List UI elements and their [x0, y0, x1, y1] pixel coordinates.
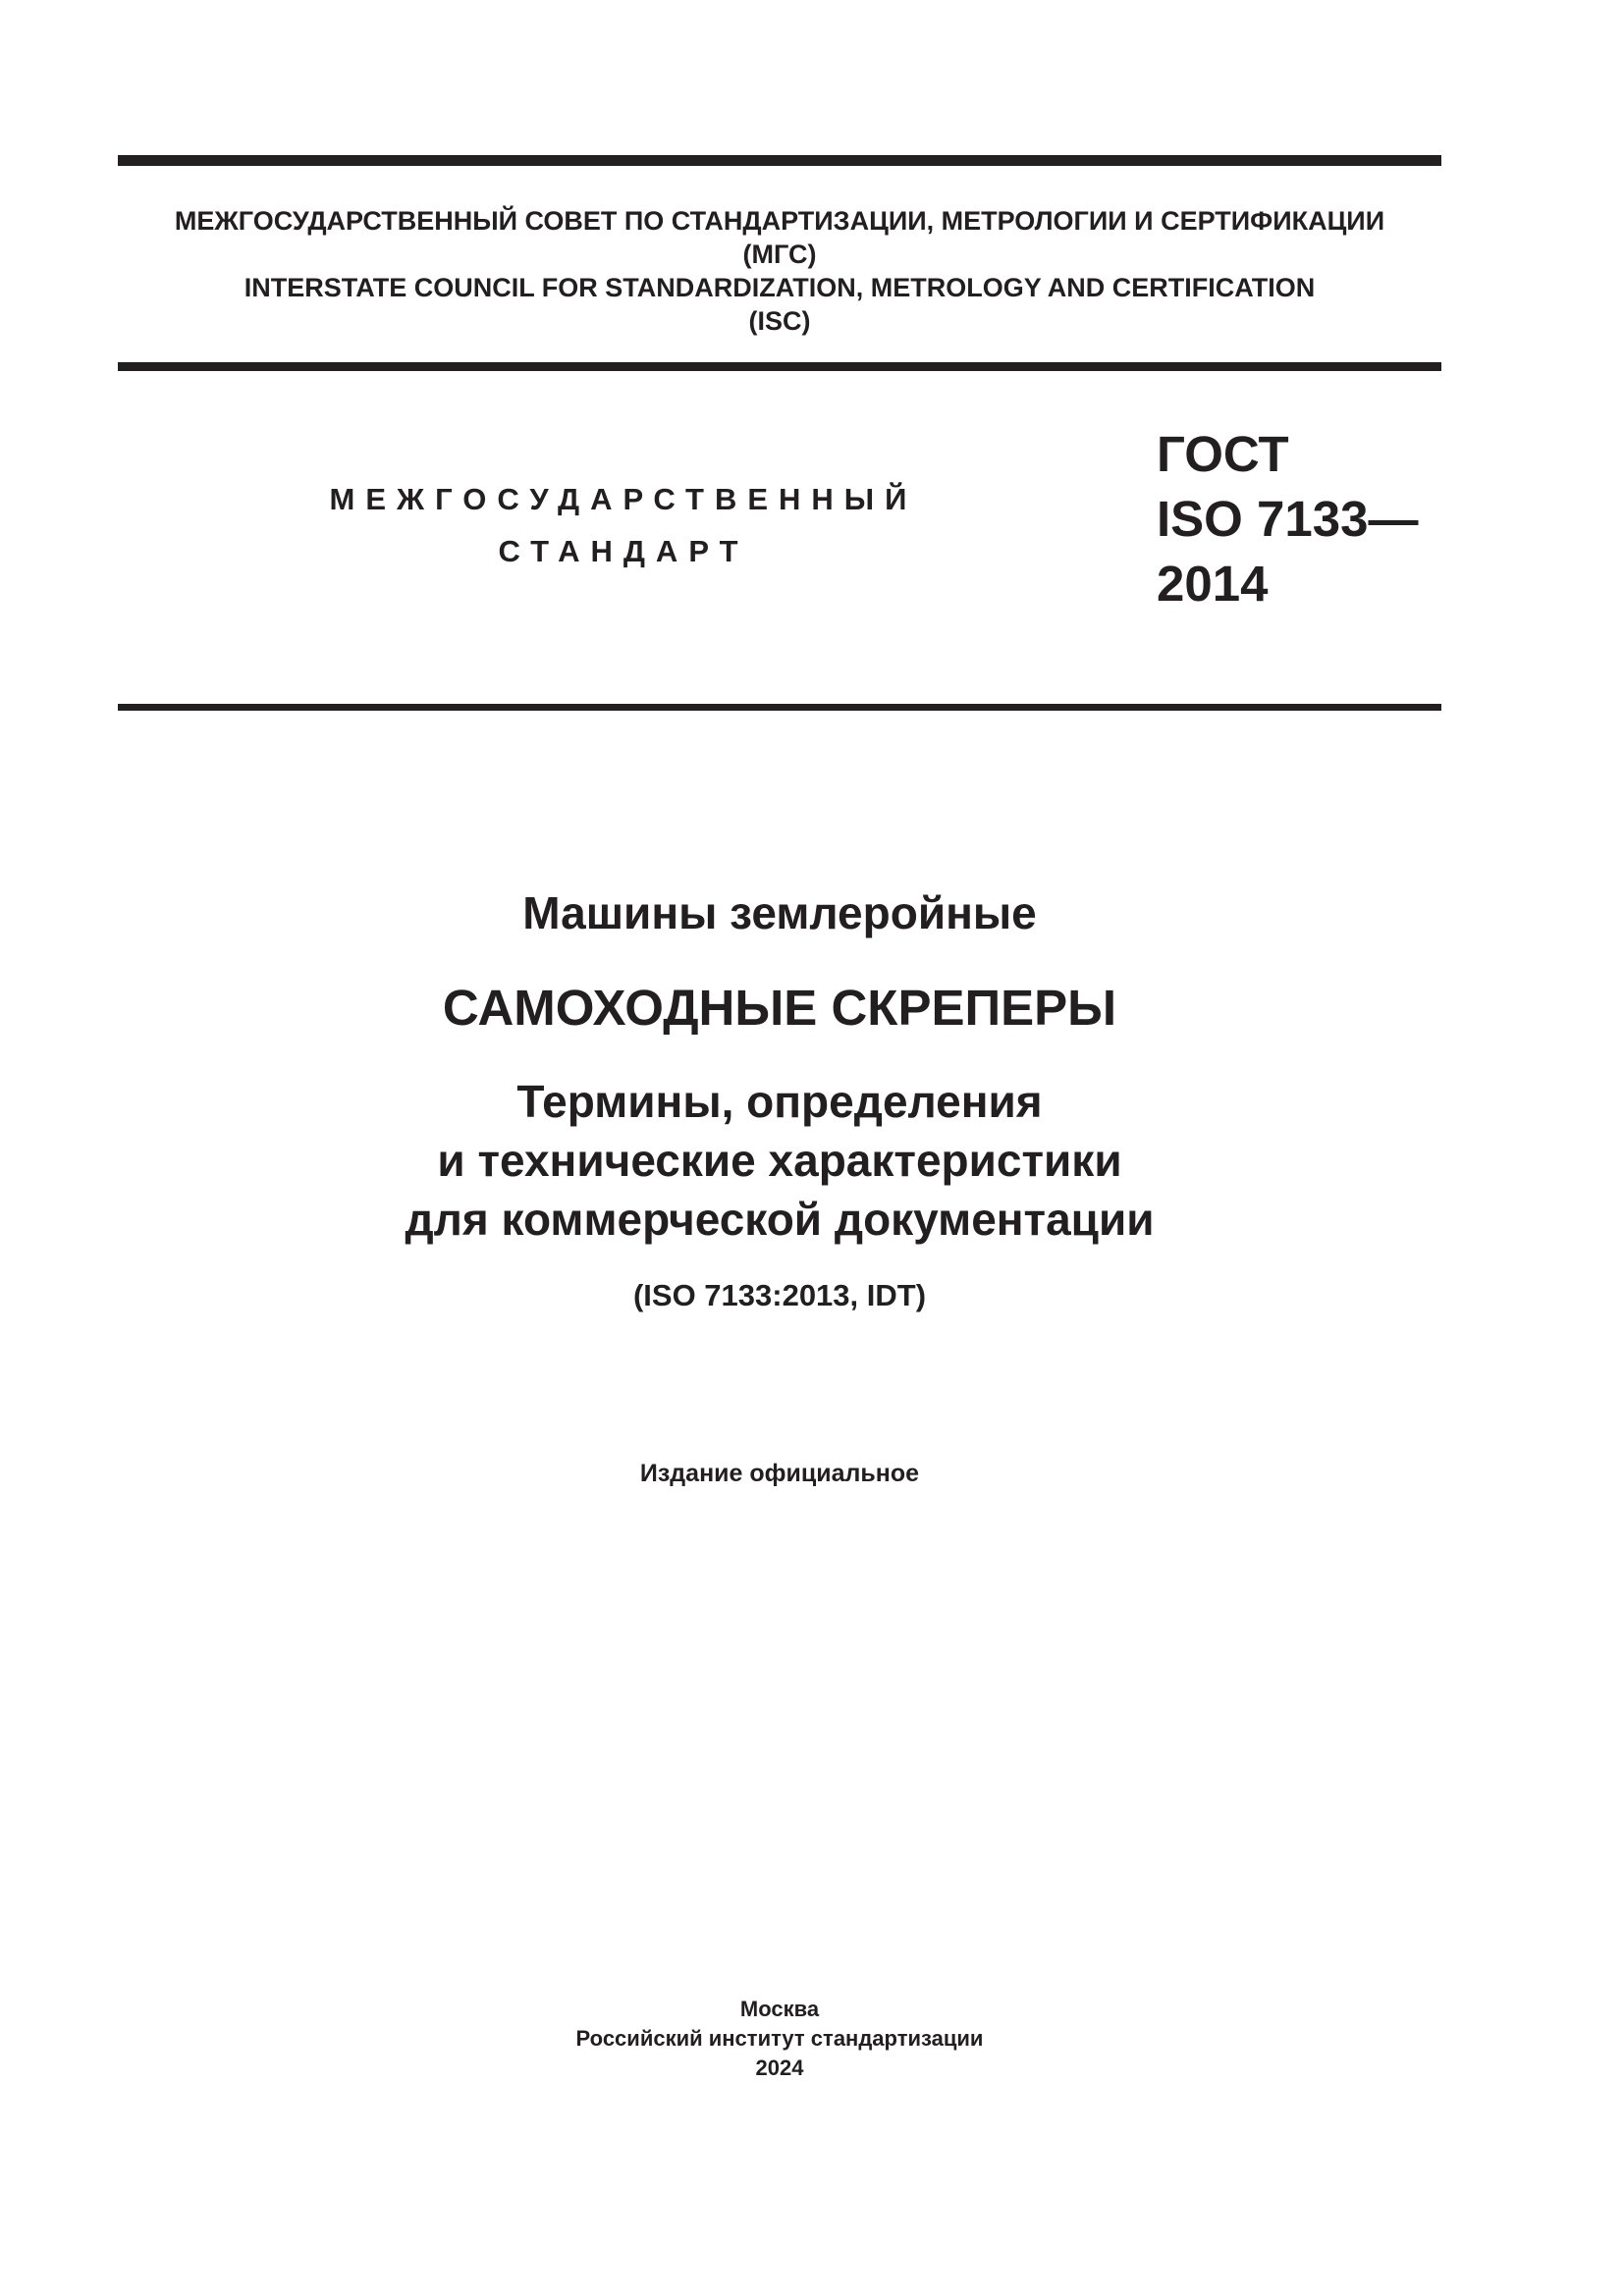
standard-designation	[1157, 422, 1418, 616]
council-name-en: INTERSTATE COUNCIL FOR STANDARDIZATION, METROLOGY AND CERTIFICATION	[244, 273, 1316, 302]
subtitle-line-3: для коммерческой документации	[405, 1194, 1155, 1245]
subtitle-line-2: и технические характеристики	[437, 1135, 1122, 1186]
standard-type-line-1: МЕЖГОСУДАРСТВЕННЫЙ	[329, 482, 918, 516]
top-rule	[118, 155, 1441, 166]
subtitle-line-1: Термины, определения	[516, 1076, 1043, 1127]
imprint	[118, 1995, 1441, 2083]
council-name-ru: МЕЖГОСУДАРСТВЕННЫЙ СОВЕТ ПО СТАНДАРТИЗАЦИИ, МЕТРОЛОГИИ И СЕРТИФИКАЦИИ	[174, 206, 1385, 236]
imprint-publisher: Российский институт стандартизации	[575, 2026, 984, 2051]
imprint-year: 2024	[755, 2056, 804, 2080]
title-group: Машины землеройные	[522, 887, 1037, 938]
edition-note: Издание официальное	[639, 1460, 920, 1487]
title-reference: (ISO 7133:2013, IDT)	[632, 1278, 927, 1312]
designation-line-2: ISO 7133—	[1157, 491, 1419, 547]
designation-line-3: 2014	[1157, 556, 1269, 612]
middle-rule	[118, 362, 1441, 371]
designation-line-1: ГОСТ	[1157, 426, 1289, 482]
standard-type-label	[314, 473, 933, 577]
title-subtitle	[118, 1072, 1441, 1249]
council-abbr-en: (ISC)	[748, 306, 811, 336]
imprint-city: Москва	[739, 1997, 820, 2021]
bottom-rule	[118, 704, 1441, 711]
council-abbr-ru: (МГС)	[742, 240, 817, 269]
title-main: САМОХОДНЫЕ СКРЕПЕРЫ	[442, 980, 1117, 1036]
standard-type-line-2: СТАНДАРТ	[498, 534, 749, 568]
document-title-block	[118, 883, 1441, 1315]
council-header	[118, 204, 1441, 338]
